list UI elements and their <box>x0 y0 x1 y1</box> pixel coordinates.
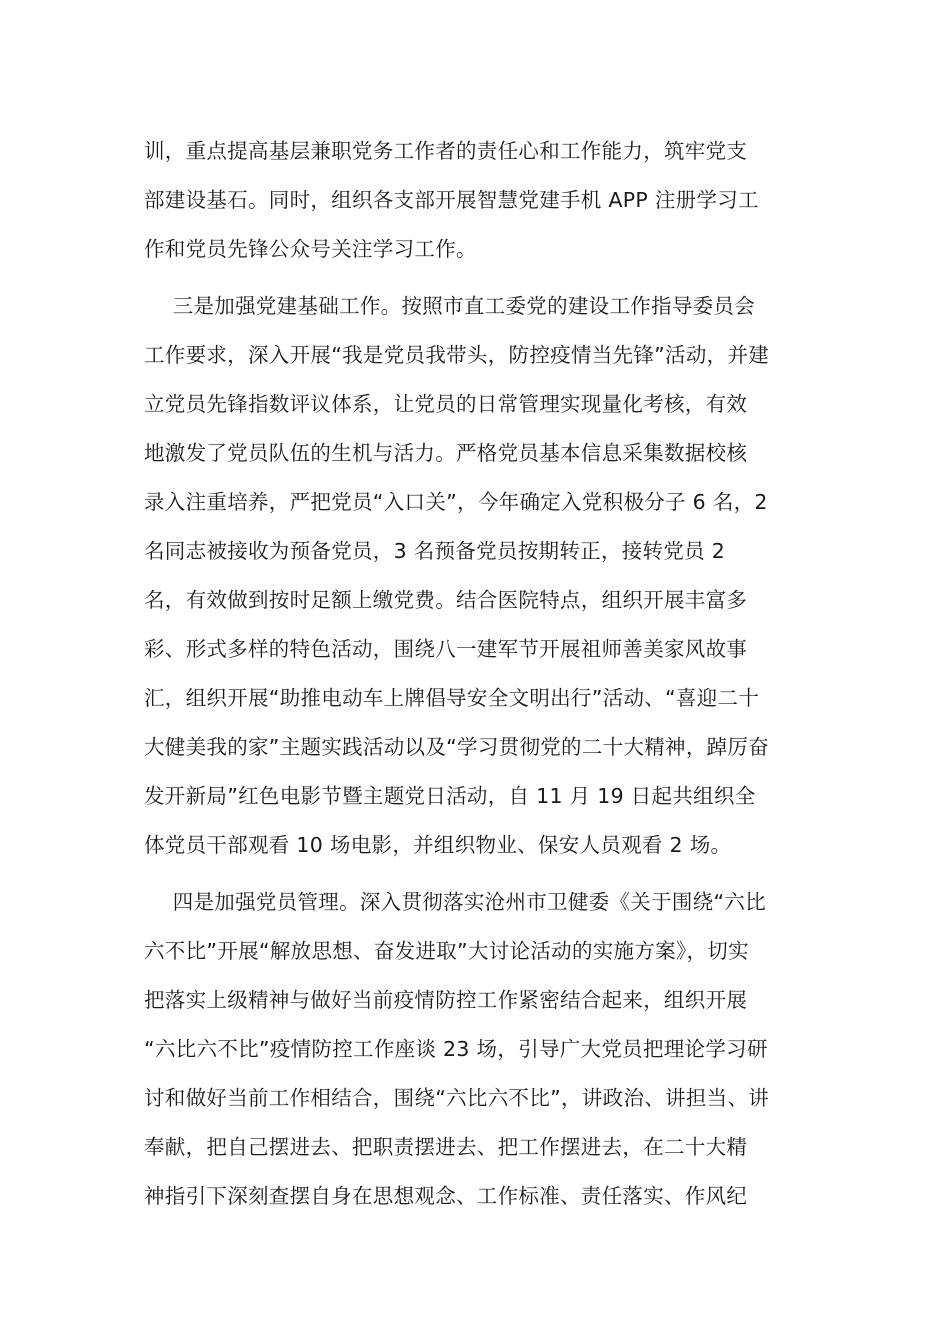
text-line: 录入注重培养，严把党员“入口关”，今年确定入党积极分子 6 名，2 <box>144 490 768 514</box>
text-line: 大健美我的家”主题实践活动以及“学习贯彻党的二十大精神，踔厉奋 <box>144 735 770 759</box>
text-line: 讨和做好当前工作相结合，围绕“六比六不比”，讲政治、讲担当、讲 <box>144 1086 770 1110</box>
text-line: 汇，组织开展“助推电动车上牌倡导安全文明出行”活动、“喜迎二十 <box>144 686 760 710</box>
text-line: 四是加强党员管理。深入贯彻落实沧州市卫健委《关于围绕“六比 <box>172 890 767 914</box>
text-line: 把落实上级精神与做好当前疫情防控工作紧密结合起来，组织开展 <box>144 988 748 1012</box>
paragraph <box>144 878 824 1221</box>
text-line: 三是加强党建基础工作。按照市直工委党的建设工作指导委员会 <box>172 294 756 318</box>
paragraph <box>144 282 824 870</box>
text-line: 训，重点提高基层兼职党务工作者的责任心和工作能力，筑牢党支 <box>144 139 748 163</box>
text-line: 名同志被接收为预备党员，3 名预备党员按期转正，接转党员 2 <box>144 539 726 563</box>
text-line: “六比六不比”疫情防控工作座谈 23 场，引导广大党员把理论学习研 <box>144 1037 768 1061</box>
text-line: 彩、形式多样的特色活动，围绕八一建军节开展祖师善美家风故事 <box>144 637 748 661</box>
text-line: 作和党员先锋公众号关注学习工作。 <box>144 237 477 261</box>
text-line: 六不比”开展“解放思想、奋发进取”大讨论活动的实施方案》，切实 <box>144 939 749 963</box>
text-line: 神指引下深刻查摆自身在思想观念、工作标准、责任落实、作风纪 <box>144 1184 748 1208</box>
text-line: 立党员先锋指数评议体系，让党员的日常管理实现量化考核，有效 <box>144 392 748 416</box>
paragraph <box>144 127 824 274</box>
text-line: 地激发了党员队伍的生机与活力。严格党员基本信息采集数据校核 <box>144 441 748 465</box>
text-line: 部建设基石。同时，组织各支部开展智慧党建手机 APP 注册学习工 <box>144 188 759 212</box>
text-line: 工作要求，深入开展“我是党员我带头，防控疫情当先锋”活动，并建 <box>144 343 770 367</box>
text-line: 体党员干部观看 10 场电影，并组织物业、保安人员观看 2 场。 <box>144 833 732 857</box>
text-line: 发开新局”红色电影节暨主题党日活动，自 11 月 19 日起共组织全 <box>144 784 756 808</box>
text-line: 名，有效做到按时足额上缴党费。结合医院特点，组织开展丰富多 <box>144 588 748 612</box>
body-text <box>144 127 824 1221</box>
text-line: 奉献，把自己摆进去、把职责摆进去、把工作摆进去，在二十大精 <box>144 1135 748 1159</box>
